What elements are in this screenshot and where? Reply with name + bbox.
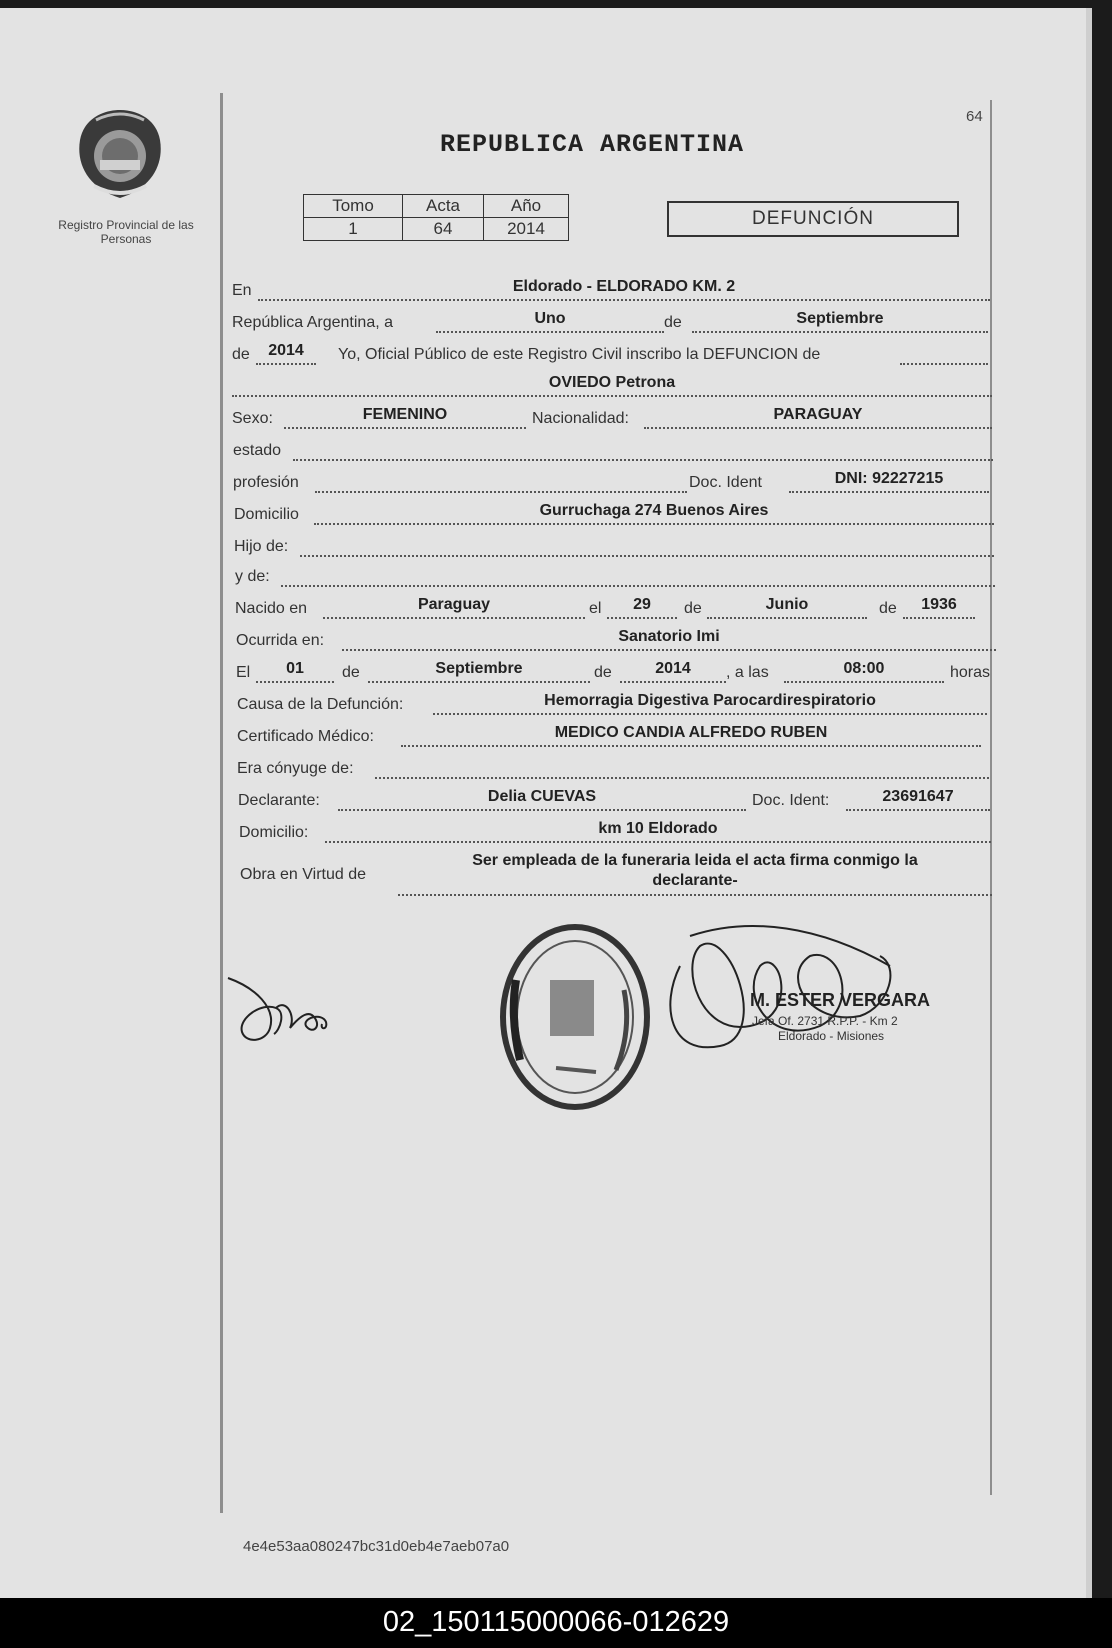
dotted-line [325, 841, 991, 843]
label-el: el [589, 600, 602, 617]
left-margin-line [220, 93, 223, 1513]
edge-mark [1086, 268, 1092, 308]
dotted-line [846, 809, 990, 811]
row-oficial [232, 342, 992, 372]
label-ocurrida-en: Ocurrida en: [236, 632, 325, 649]
label-doc-ident: Doc. Ident: [752, 792, 830, 809]
dotted-line [315, 491, 687, 493]
edge-mark [1086, 98, 1092, 138]
signature-left-icon [226, 968, 344, 1048]
value-nacido-anio: 1936 [921, 596, 957, 613]
label-de: de [342, 664, 360, 681]
tomo-acta-table [303, 194, 569, 241]
label-horas: horas [950, 664, 991, 681]
dotted-line [338, 809, 746, 811]
value-fecha-dia: 01 [286, 660, 304, 677]
document-title: REPUBLICA ARGENTINA [440, 130, 745, 159]
label-y-de: y de: [235, 568, 270, 585]
acta-value: 64 [403, 218, 484, 241]
document-type-box: DEFUNCIÓN [667, 201, 959, 237]
row-sexo [232, 406, 992, 436]
value-obra-2: declarante- [652, 872, 738, 889]
provincial-seal-icon [74, 106, 166, 202]
dotted-line [293, 459, 993, 461]
dotted-line [256, 681, 334, 683]
dotted-line [436, 331, 664, 333]
anio-header: Año [484, 195, 569, 218]
value-nombre: OVIEDO Petrona [548, 374, 676, 391]
value-declarante: Delia CUEVAS [487, 788, 597, 805]
signer-details [752, 1014, 898, 1044]
value-dia: Uno [534, 310, 566, 327]
dotted-line [256, 363, 316, 365]
row-ocurrida [236, 628, 996, 658]
footer-code: 02_150115000066-012629 [382, 1606, 730, 1638]
label-el: El [236, 664, 251, 681]
dotted-line [398, 894, 992, 896]
row-y-de [235, 568, 995, 594]
dotted-line [368, 681, 590, 683]
label-declarante: Declarante: [238, 792, 320, 809]
dotted-line [784, 681, 944, 683]
dotted-line [281, 585, 995, 587]
dotted-line [707, 617, 867, 619]
value-hora: 08:00 [843, 660, 885, 677]
value-ocurrida-en: Sanatorio Imi [618, 628, 720, 645]
label-conyuge: Era cónyuge de: [237, 760, 354, 777]
row-certificado [237, 724, 997, 754]
edge-mark [1086, 364, 1092, 434]
value-lugar: Eldorado - ELDORADO KM. 2 [512, 278, 736, 295]
page-number: 64 [966, 108, 983, 125]
label-doc-ident: Doc. Ident [689, 474, 762, 491]
dotted-line [401, 745, 981, 747]
edge-mark [1086, 726, 1092, 906]
value-certificado: MEDICO CANDIA ALFREDO RUBEN [554, 724, 828, 741]
label-sexo: Sexo: [232, 410, 273, 427]
row-hijo-de [234, 538, 994, 564]
dotted-line [258, 299, 990, 301]
label-de: de [594, 664, 612, 681]
dotted-line [284, 427, 526, 429]
value-nacido-mes: Junio [765, 596, 809, 613]
label-a-las: , a las [726, 664, 769, 681]
dotted-line [903, 617, 975, 619]
value-nacionalidad: PARAGUAY [773, 406, 863, 423]
dotted-line [375, 777, 989, 779]
label-nacionalidad: Nacionalidad: [532, 410, 629, 427]
label-oficial: Yo, Oficial Público de este Registro Civil inscribo la DEFUNCION de [338, 346, 821, 363]
row-estado [233, 442, 993, 468]
label-de-anio: de [232, 346, 250, 363]
label-republica: República Argentina, a [232, 314, 393, 331]
row-conyuge [237, 760, 997, 786]
row-profesion [233, 470, 993, 500]
dotted-line [433, 713, 987, 715]
row-declarante [238, 788, 998, 818]
label-estado: estado [233, 442, 282, 459]
dotted-line [900, 363, 988, 365]
edge-mark [1086, 562, 1092, 622]
dotted-line [232, 395, 992, 397]
label-de: de [664, 314, 682, 331]
value-domicilio: Gurruchaga 274 Buenos Aires [539, 502, 769, 519]
label-profesion: profesión [233, 474, 299, 491]
value-nacido-en: Paraguay [417, 596, 491, 613]
row-obra [240, 852, 1000, 904]
row-fecha-acta [232, 310, 992, 340]
value-fecha-mes: Septiembre [435, 660, 523, 677]
signature-right-icon [660, 906, 900, 1072]
signer-name: M. ESTER VERGARA [750, 990, 931, 1010]
row-nombre [232, 374, 992, 404]
dotted-line [644, 427, 992, 429]
dotted-line [692, 331, 988, 333]
label-domicilio: Domicilio [234, 506, 299, 523]
label-certificado: Certificado Médico: [237, 728, 374, 745]
row-fecha-defuncion [236, 660, 996, 690]
value-anio: 2014 [268, 342, 304, 359]
label-obra: Obra en Virtud de [240, 866, 367, 883]
row-nacido [235, 596, 995, 626]
row-domicilio [234, 502, 994, 532]
row-domicilio-declarante [239, 820, 999, 850]
label-hijo-de: Hijo de: [234, 538, 289, 555]
dotted-line [314, 523, 994, 525]
label-de: de [684, 600, 702, 617]
label-domicilio: Domicilio: [239, 824, 309, 841]
registro-label: Registro Provincial de las Personas [58, 218, 194, 246]
value-obra-1: Ser empleada de la funeraria leida el acta firma conmigo la [472, 852, 918, 869]
label-de: de [879, 600, 897, 617]
value-nacido-dia: 29 [633, 596, 651, 613]
anio-value: 2014 [484, 218, 569, 241]
dotted-line [620, 681, 726, 683]
document-page [0, 8, 1092, 1598]
value-declarante-domicilio: km 10 Eldorado [598, 820, 718, 837]
value-sexo: FEMENINO [362, 406, 448, 423]
tomo-value: 1 [304, 218, 403, 241]
value-mes: Septiembre [796, 310, 884, 327]
tomo-header: Tomo [304, 195, 403, 218]
row-causa [237, 692, 997, 722]
dotted-line [342, 649, 996, 651]
signer-cargo: Jefa Of. 2731 R.P.P. - Km 2 [752, 1014, 898, 1028]
document-hash: 4e4e53aa080247bc31d0eb4e7aeb07a0 [243, 1538, 510, 1555]
row-lugar [232, 278, 992, 308]
value-fecha-anio: 2014 [655, 660, 691, 677]
official-stamp-icon [496, 920, 654, 1114]
label-nacido-en: Nacido en [235, 600, 308, 617]
value-doc-ident: DNI: 92227215 [834, 470, 944, 487]
signer-lugar: Eldorado - Misiones [778, 1029, 885, 1043]
dotted-line [323, 617, 585, 619]
dotted-line [789, 491, 989, 493]
scan-footer [0, 1598, 1112, 1648]
acta-header: Acta [403, 195, 484, 218]
value-declarante-doc: 23691647 [882, 788, 954, 805]
value-causa: Hemorragia Digestiva Parocardirespiratorio [544, 692, 876, 709]
dotted-line [607, 617, 677, 619]
dotted-line [300, 555, 994, 557]
label-en: En [232, 282, 252, 299]
edge-mark [1086, 1516, 1090, 1540]
label-causa: Causa de la Defunción: [237, 696, 404, 713]
